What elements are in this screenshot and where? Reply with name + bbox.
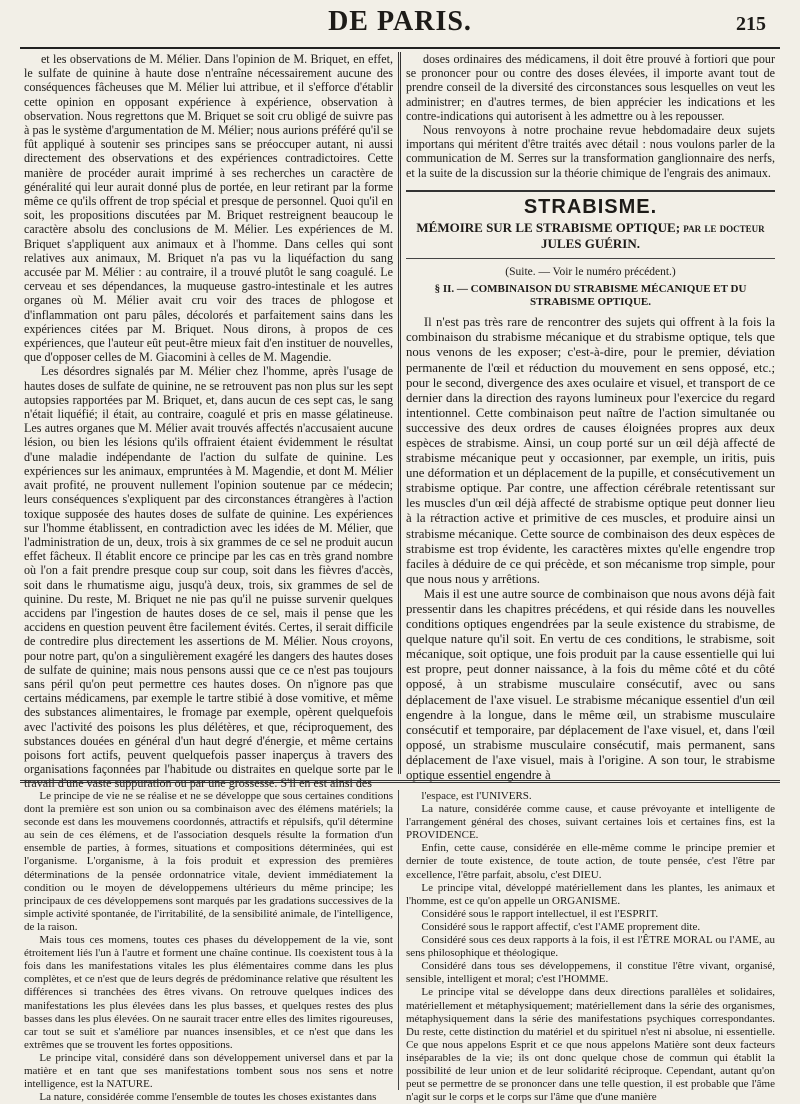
lower-left-paragraph-4: La nature, considérée comme l'ensemble de toutes les choses existantes dans: [39, 1091, 377, 1104]
left-paragraph-1: et les observations de M. Mélier. Dans l'opinion de M. Briquet, en effet, le sulfate de quinine à haute dose n'entraîne nécessairement aucune des conséquences fâcheuses que M. Mélier lui attribue, et il s'efforce d'établir cette opinion en opposant expérience à expérience, observation à observation. Nous regrettons que M. Briquet se soit cru obligé de suivre pas à pas le système d'argumentation de M. Mélier; nous aurions préféré qu'il se fût appliqué à soutenir ses principes sans se préoccuper autant, ni aussi directement des observations et des expériences contradictoires. Cette manière de procéder aurait imprimé à ses recherches un caractère de généralité qui leur aurait donné plus de portée, en leur retirant par la forme même ce qu'ils offrent de trop spécial et presque de personnel. Quoi qu'il en soit, les propositions discutées par M. Briquet restreignent beaucoup le caractère absolu des conclusions de M. Mélier. Les expériences de M. Briquet s'appliquent aux animaux et à l'homme. Dans celles qui sont relatives aux animaux, M. Briquet n'a pas vu la liquéfaction du sang accusée par M. Mélier : au contraire, il a trouvé plutôt le sang coagulé. Le cerveau et ses dépendances, la muqueuse gastro-intestinale et les autres organes où M. Mélier avait cru voir des traces de phlogose et d'inflammation ont paru pâles, décolorés et parfaitement sains dans les expériences citées par M. Briquet. Nous dirons, à propos de ces expériences, que l'auteur eût peut-être mieux fait d'en instituer de nouvelles, que d'opposer celles de M. Giacomini à celles de M. Magendie.: [24, 52, 393, 365]
header-rule: [20, 47, 780, 49]
lower-left-paragraph-1: Le principe de vie ne se réalise et ne se développe que sous certaines conditions dont la première est son union ou sa combinaison avec des élémens matériels; la seconde est dans les mouvemens coordonnés, attractifs et répulsifs, qu'il détermine au sein de ces élémens, et de l'association desquels résulte la formation d'un ensemble de parties, à formes, situations et compositions déterminées, qui est l'organisme. L'organisme, à la fois produit et expression des premières déterminations de la pensée ordonnatrice vitale, devient immédiatement la condition ou le moyen de développemens ultérieurs du même principe; les principaux de ces développemens sont marqués par les gradations successives de la simple activité spontanée, de l'irritabilité, de la sensibilité animale, de l'intelligence, de la raison.: [24, 790, 393, 933]
lower-right-paragraph-4: Le principe vital, développé matériellement dans les plantes, les animaux et l'homme, est ce qu'on appelle un ORGANISME.: [406, 881, 775, 907]
column-separator: [398, 52, 401, 774]
lower-right-paragraph-1: l'espace, est l'UNIVERS.: [421, 790, 532, 802]
section-title: STRABISME.: [523, 195, 658, 218]
lower-right-paragraph-5: Considéré sous le rapport intellectuel, il est l'ESPRIT.: [421, 907, 659, 920]
page-number: 215: [736, 13, 766, 35]
lower-right-paragraph-6: Considéré sous le rapport affectif, c'est l'AME proprement dite.: [421, 920, 701, 933]
section-rule: [406, 190, 775, 192]
strabisme-paragraph-1: Il n'est pas très rare de rencontrer des sujets qui offrent à la fois la combinaison du strabisme mécanique et du strabisme optique, tels que nous venons de les exposer; c'est-à-dire, pour le premier, déviation permanente de l'œil et réduction du mouvement en sens opposé, etc.; pour le second, divergence des axes oculaire et visuel, et transport de ce dernier dans la direction des rayons lumineux pour l'exercice du regard intentionnel. Cette combinaison peut naître de l'action simultanée ou successive des deux ordres de causes éloignées propres aux deux espèces de strabisme. Ainsi, un coup porté sur un œil déjà affecté de strabisme mécanique peut y occasionner, par exemple, un iritis, puis une déformation et un déplacement de la pupille, et consécutivement un strabisme optique. Par contre, une affection cérébrale retentissant sur les muscles d'un œil déjà affecté de strabisme optique peut donner lieu à la rétraction active et primitive de ces muscles, et produire ainsi un strabisme mécanique. Cette source de combinaison des deux espèces de strabisme est trop évidente, les caractères mixtes qu'elle engendre trop faciles à déduire de ce qui précède, et son mécanisme trop simple, pour que nous nous y arrêtions.: [406, 315, 775, 586]
lower-left-column: [24, 790, 393, 1104]
left-column: [24, 52, 393, 791]
lower-right-column: [406, 790, 775, 1104]
right-continuation: [406, 52, 775, 180]
lower-column-separator: [398, 790, 399, 1090]
feuilleton-rule: [20, 780, 780, 783]
continuation-paragraph-1: doses ordinaires des médicamens, il doit être prouvé à fortiori que pour se prononcer pour ou contre des doses élevées, il importe avant tout de prendre conseil de la diversité des circonstances sous lesquelles on veut les administrer; en d'autres termes, de bien apprécier les indications et les contre-indications qui autorisent à les admettre ou à les repousser.: [406, 52, 775, 123]
strabisme-paragraph-2: Mais il est une autre source de combinaison que nous avons déjà fait pressentir dans les chapitres précédens, et qui réside dans les nouvelles conditions optiques engendrées par la seule existence du strabisme, de quelque nature qu'il soit. En vertu de ces conditions, le strabisme, soit mécanique, soit optique, une fois produit par la cause essentielle qui lui est propre, peut donner naissance, à la fois du même côté et du côté opposé, à un strabisme musculaire consécutif, avec ou sans déplacement de l'axe visuel. Le strabisme mécanique essentiel d'un œil engendre à la longue, dans le même œil, un strabisme musculaire consécutif et temporaire, par déplacement de l'axe visuel, et, dans l'œil opposé, un strabisme musculaire consécutif, mais permanent, sans déplacement de l'axe visuel, mais à l'origine. A son tour, le strabisme optique essentiel engendre à: [406, 586, 776, 783]
lower-left-paragraph-2: Mais tous ces momens, toutes ces phases du développement de la vie, sont étroitement liés l'un à l'autre et forment une chaîne continue. Ils coexistent tous à la fois dans les manifestations vitales les plus élémentaires comme dans les plus complètes, et ce n'est que de leurs degrés de prédominance relative que résultent les différences si tranchées des êtres vivans. On retrouve quelques indices des manifestations les plus élevées dans les plus basses, et quelques restes des plus basses dans les plus élevées. On ne saurait tracer entre elles des limites rigoureuses, car tout se suit et s'améliore par nuances insensibles, et ce n'est que dans les extrêmes que se trouvent les fortes oppositions.: [24, 934, 393, 1051]
memoir-title: MÉMOIRE SUR LE STRABISME OPTIQUE; par le docteur JULES GUÉRIN.: [416, 220, 765, 252]
running-title: DE PARIS.: [328, 6, 472, 37]
lower-right-paragraph-7: Considéré sous ces deux rapports à la fois, il est l'ÊTRE MORAL ou l'AME, au sens philosophique et théologique.: [406, 934, 775, 960]
subsection-title: § II. — COMBINAISON DU STRABISME MÉCANIQUE ET DU STRABISME OPTIQUE.: [434, 283, 747, 309]
right-column: [406, 52, 776, 783]
lower-right-paragraph-8: Considéré dans tous ses développemens, il constitue l'être vivant, organisé, sensible, intelligent et moral; c'est l'HOMME.: [406, 960, 775, 986]
left-paragraph-2: Les désordres signalés par M. Mélier chez l'homme, après l'usage de hautes doses de sulfate de quinine, ne se retrouvent pas non plus sur les sept autopsies rapportées par M. Briquet, et, dans aucun de ces sept cas, le sang n'était liquéfié; il était, au contraire, coagulé et pris en masse gélatineuse. Les autres organes que M. Mélier avait trouvés affectés n'accusaient aucune lésion, ou bien les lésions qu'ils offraient étaient évidemment le résultat d'une maladie indépendante de l'action du sulfate de quinine. Les expériences sur les animaux, empruntées à M. Magendie, et dont M. Mélier avait profité, ne prouvent nullement l'opinion soutenue par ce médecin; leurs conséquences s'expliquent par des circonstances étrangères à l'action toxique supposée des hautes doses de sulfate de quinine. Les expériences sur l'homme établissent, en contradiction avec les idées de M. Mélier, que l'administration de un, deux, trois à six grammes de ce sel ne produit aucun effet fâcheux. Il établit encore ce principe par les cas en très grand nombre où l'on a fait prendre presque coup sur coup, soit dans les fièvres d'accès, soit dans le rhumatisme aigu, jusqu'à deux, trois, six grammes de sel de quinine. Du reste, M. Briquet ne nie pas qu'il ne puisse survenir quelques accidens par l'ingestion de hautes doses de ce sel, mais il pense que les accidens en question peuvent être facilement évités. Certes, il serait difficile de contredire plus directement les assertions de M. Mélier. Nous croyons, pour notre part, qu'on a singulièrement exagéré les dangers des hautes doses de sulfate de quinine; mais nous pensons aussi que ce ce n'est pas toujours sans péril qu'on peut permettre ces hautes doses. On n'ignore pas que certains médicamens, par exemple le tartre stibié à dose vomitive, et même des substances alimentaires, le fromage par exemple, opèrent quelquefois avec l'activité des poisons les plus délétères, et que, réciproquement, des substances douées en général d'un haut degré d'énergie, et même certains poisons fort actifs, peuvent quelquefois passer inaperçus à travers des organisations façonnées par l'habitude ou distraites en quelque sorte par le travail d'une vaste suppuration ou par une grossesse. S'il en est ainsi des: [24, 364, 393, 791]
memoir-rule: [406, 258, 775, 259]
lower-left-paragraph-3: Le principe vital, considéré dans son développement universel dans et par la matière et en tant que ses manifestations tombent sous nos sens et notre intelligence, est la NATURE.: [24, 1051, 393, 1091]
page-header: [20, 0, 780, 44]
suite-note: (Suite. — Voir le numéro précédent.): [505, 266, 676, 279]
lower-right-paragraph-3: Enfin, cette cause, considérée en elle-même comme le principe premier et dernier de toute existence, de toute action, de toute pensée, c'est l'être par excellence, l'être parfait, absolu, c'est DIEU.: [406, 842, 775, 881]
lower-right-paragraph-2: La nature, considérée comme cause, et cause prévoyante et intelligente de l'arrangement général des choses, suivant certaines lois et certaines fins, est la PROVIDENCE.: [406, 803, 775, 842]
continuation-paragraph-2: Nous renvoyons à notre prochaine revue hebdomadaire deux sujets importans qui méritent d'être traités avec détail : nous voulons parler de la communication de M. Serres sur la transformation ganglionnaire des nerfs, et la suite de la discussion sur la théorie chimique de l'engrais des animaux.: [406, 123, 775, 180]
lower-right-paragraph-9: Le principe vital se développe dans deux directions parallèles et solidaires, matériellement et métaphysiquement; matériellement dans la série des organismes, métaphysiquement dans la série des manifestations psychiques correspondantes. Du reste, cette distinction du matériel et du spirituel n'est ni absolue, ni essentielle. Ce que nous appelons Esprit et ce que nous appelons Matière sont deux facteurs inséparables de la vie; ils ont donc quelque chose de commun qui établit la possibilité de leur union et de leur solidarité réciproque. Cependant, autant qu'on peut se permettre de se prononcer dans une telle question, il est probable que l'âme n'agit sur le corps et le corps sur l'âme que d'une manière: [406, 986, 775, 1104]
